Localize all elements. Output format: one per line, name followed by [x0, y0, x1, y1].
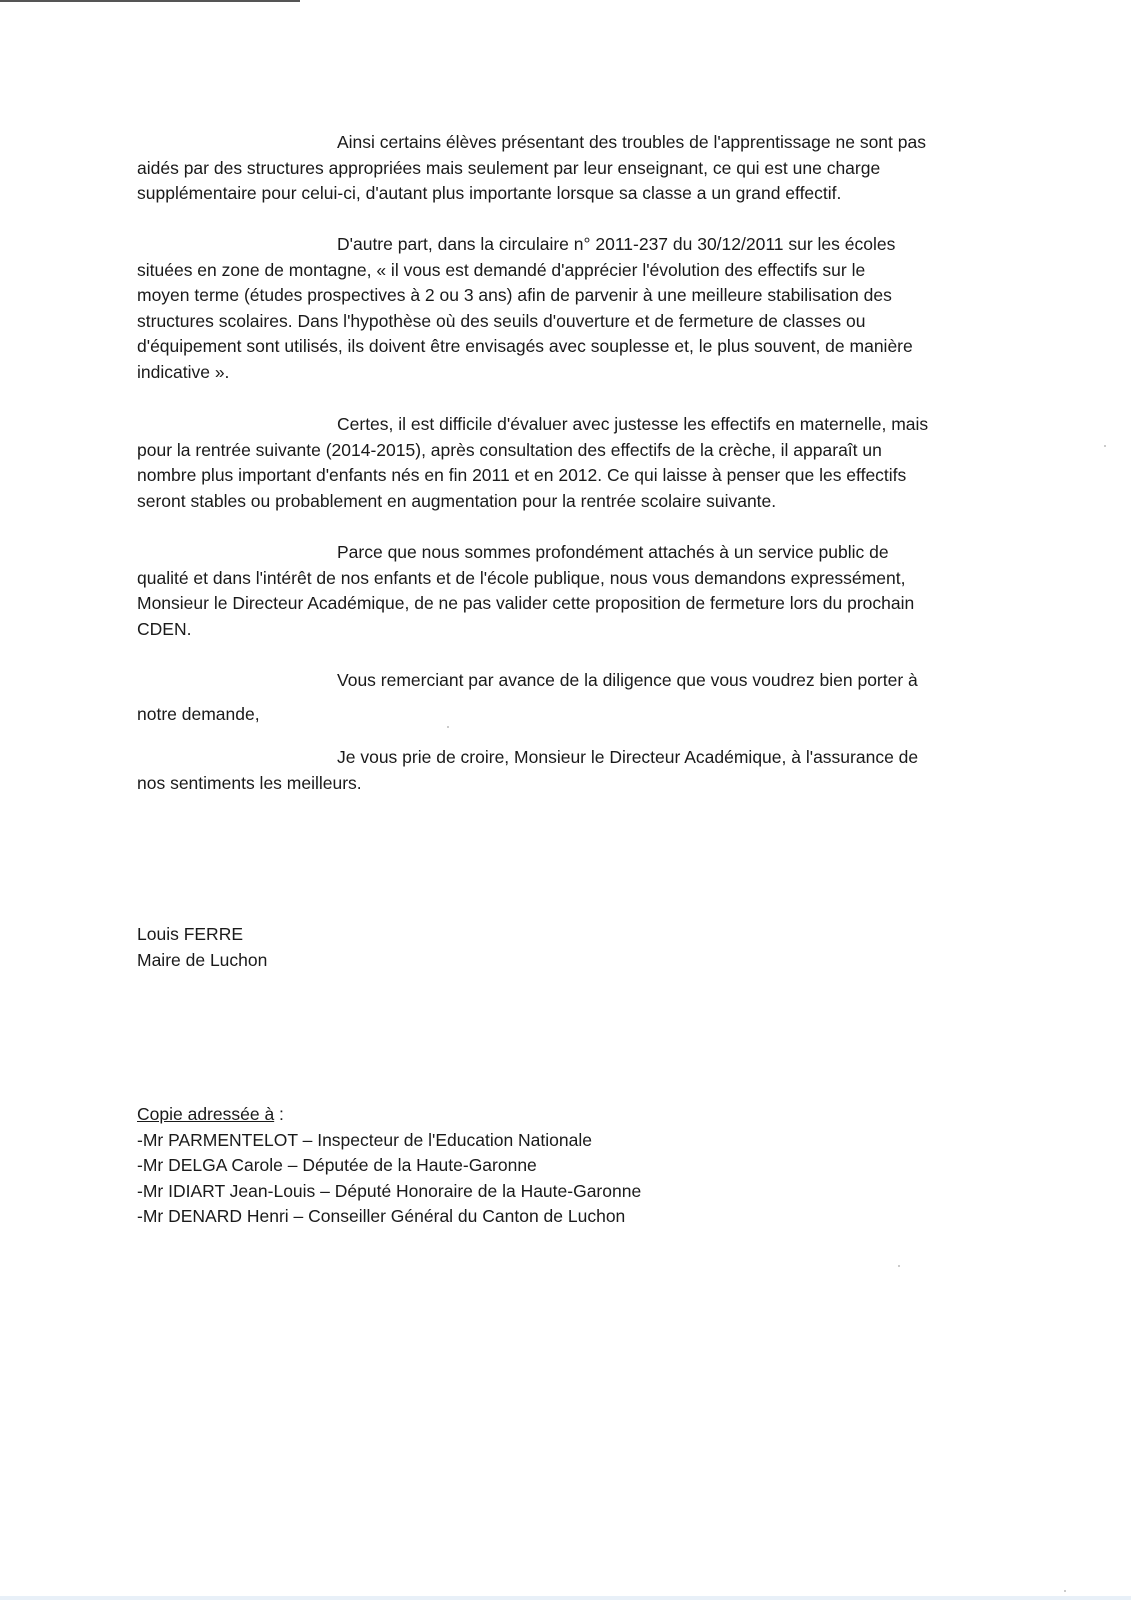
paragraph-line: Je vous prie de croire, Monsieur le Directeur Académique, à l'assurance de: [337, 747, 919, 767]
copy-recipient: -Mr DELGA Carole – Députée de la Haute-Garonne: [137, 1155, 537, 1176]
paragraph-line: moyen terme (études prospectives à 2 ou 3 ans) afin de parvenir à une meilleure stabilisation des: [137, 285, 892, 306]
paragraph-line: Ainsi certains élèves présentant des troubles de l'apprentissage ne sont pas: [337, 132, 926, 152]
paragraph-line: nos sentiments les meilleurs.: [137, 772, 362, 793]
paragraph-line: aidés par des structures appropriées mais seulement par leur enseignant, ce qui est une charge: [137, 157, 881, 178]
paragraph-line: seront stables ou probablement en augmentation pour la rentrée scolaire suivante.: [137, 490, 777, 511]
paragraph-line: Certes, il est difficile d'évaluer avec justesse les effectifs en maternelle, mais: [337, 414, 929, 434]
paragraph-line: indicative ».: [137, 361, 230, 382]
paragraph-learning-difficulties: [137, 130, 1000, 207]
paragraph-circular: [137, 232, 1000, 386]
paragraph-enrollment-forecast: [137, 412, 1000, 514]
paragraph-line: situées en zone de montagne, « il vous est demandé d'apprécier l'évolution des effectifs sur le: [137, 259, 866, 280]
paragraph-line: Vous remerciant par avance de la diligence que vous voudrez bien porter à: [337, 670, 918, 690]
paragraph-line: pour la rentrée suivante (2014-2015), après consultation des effectifs de la crèche, il apparaît un: [137, 439, 882, 460]
signatory-title: Maire de Luchon: [137, 949, 268, 970]
paragraph-line: CDEN.: [137, 618, 192, 639]
scan-speck: [447, 726, 449, 728]
paragraph-line: structures scolaires. Dans l'hypothèse où des seuils d'ouverture et de fermeture de classes ou: [137, 310, 866, 331]
copies-heading-suffix: :: [274, 1104, 284, 1124]
copy-recipient: -Mr PARMENTELOT – Inspecteur de l'Education Nationale: [137, 1129, 592, 1150]
signatory-name: Louis FERRE: [137, 924, 244, 944]
paragraph-line: supplémentaire pour celui-ci, d'autant plus importante lorsque sa classe a un grand effectif.: [137, 183, 842, 204]
paragraph-line: notre demande,: [137, 703, 260, 724]
copies-heading: Copie adressée à: [137, 1104, 275, 1124]
copy-recipient: -Mr DENARD Henri – Conseiller Général du Canton de Luchon: [137, 1206, 626, 1227]
paragraph-line: Parce que nous sommes profondément attachés à un service public de: [337, 542, 889, 562]
paragraph-line: d'équipement sont utilisés, ils doivent être envisagés avec souplesse et, le plus souvent, de manière: [137, 336, 913, 357]
signature-block: [137, 922, 267, 973]
copies-block: [137, 1102, 641, 1230]
scan-speck: [898, 1265, 900, 1267]
scan-speck: [1064, 1590, 1066, 1592]
scan-edge-bottom: [0, 1596, 1131, 1600]
paragraph-line: nombre plus important d'enfants nés en fin 2011 et en 2012. Ce qui laisse à penser que les effectifs: [137, 465, 907, 486]
paragraph-closing: [137, 745, 1000, 796]
paragraph-line: Monsieur le Directeur Académique, de ne pas valider cette proposition de fermeture lors du prochain: [137, 593, 915, 614]
scan-speck: [1104, 445, 1106, 447]
paragraph-thanks: [137, 668, 1000, 727]
scan-edge-top: [0, 0, 300, 2]
copy-recipient: -Mr IDIART Jean-Louis – Député Honoraire de la Haute-Garonne: [137, 1180, 642, 1201]
paragraph-request: [137, 540, 1000, 642]
paragraph-line: D'autre part, dans la circulaire n° 2011-237 du 30/12/2011 sur les écoles: [337, 234, 896, 254]
paragraph-line: qualité et dans l'intérêt de nos enfants et de l'école publique, nous vous demandons expressément,: [137, 567, 906, 588]
